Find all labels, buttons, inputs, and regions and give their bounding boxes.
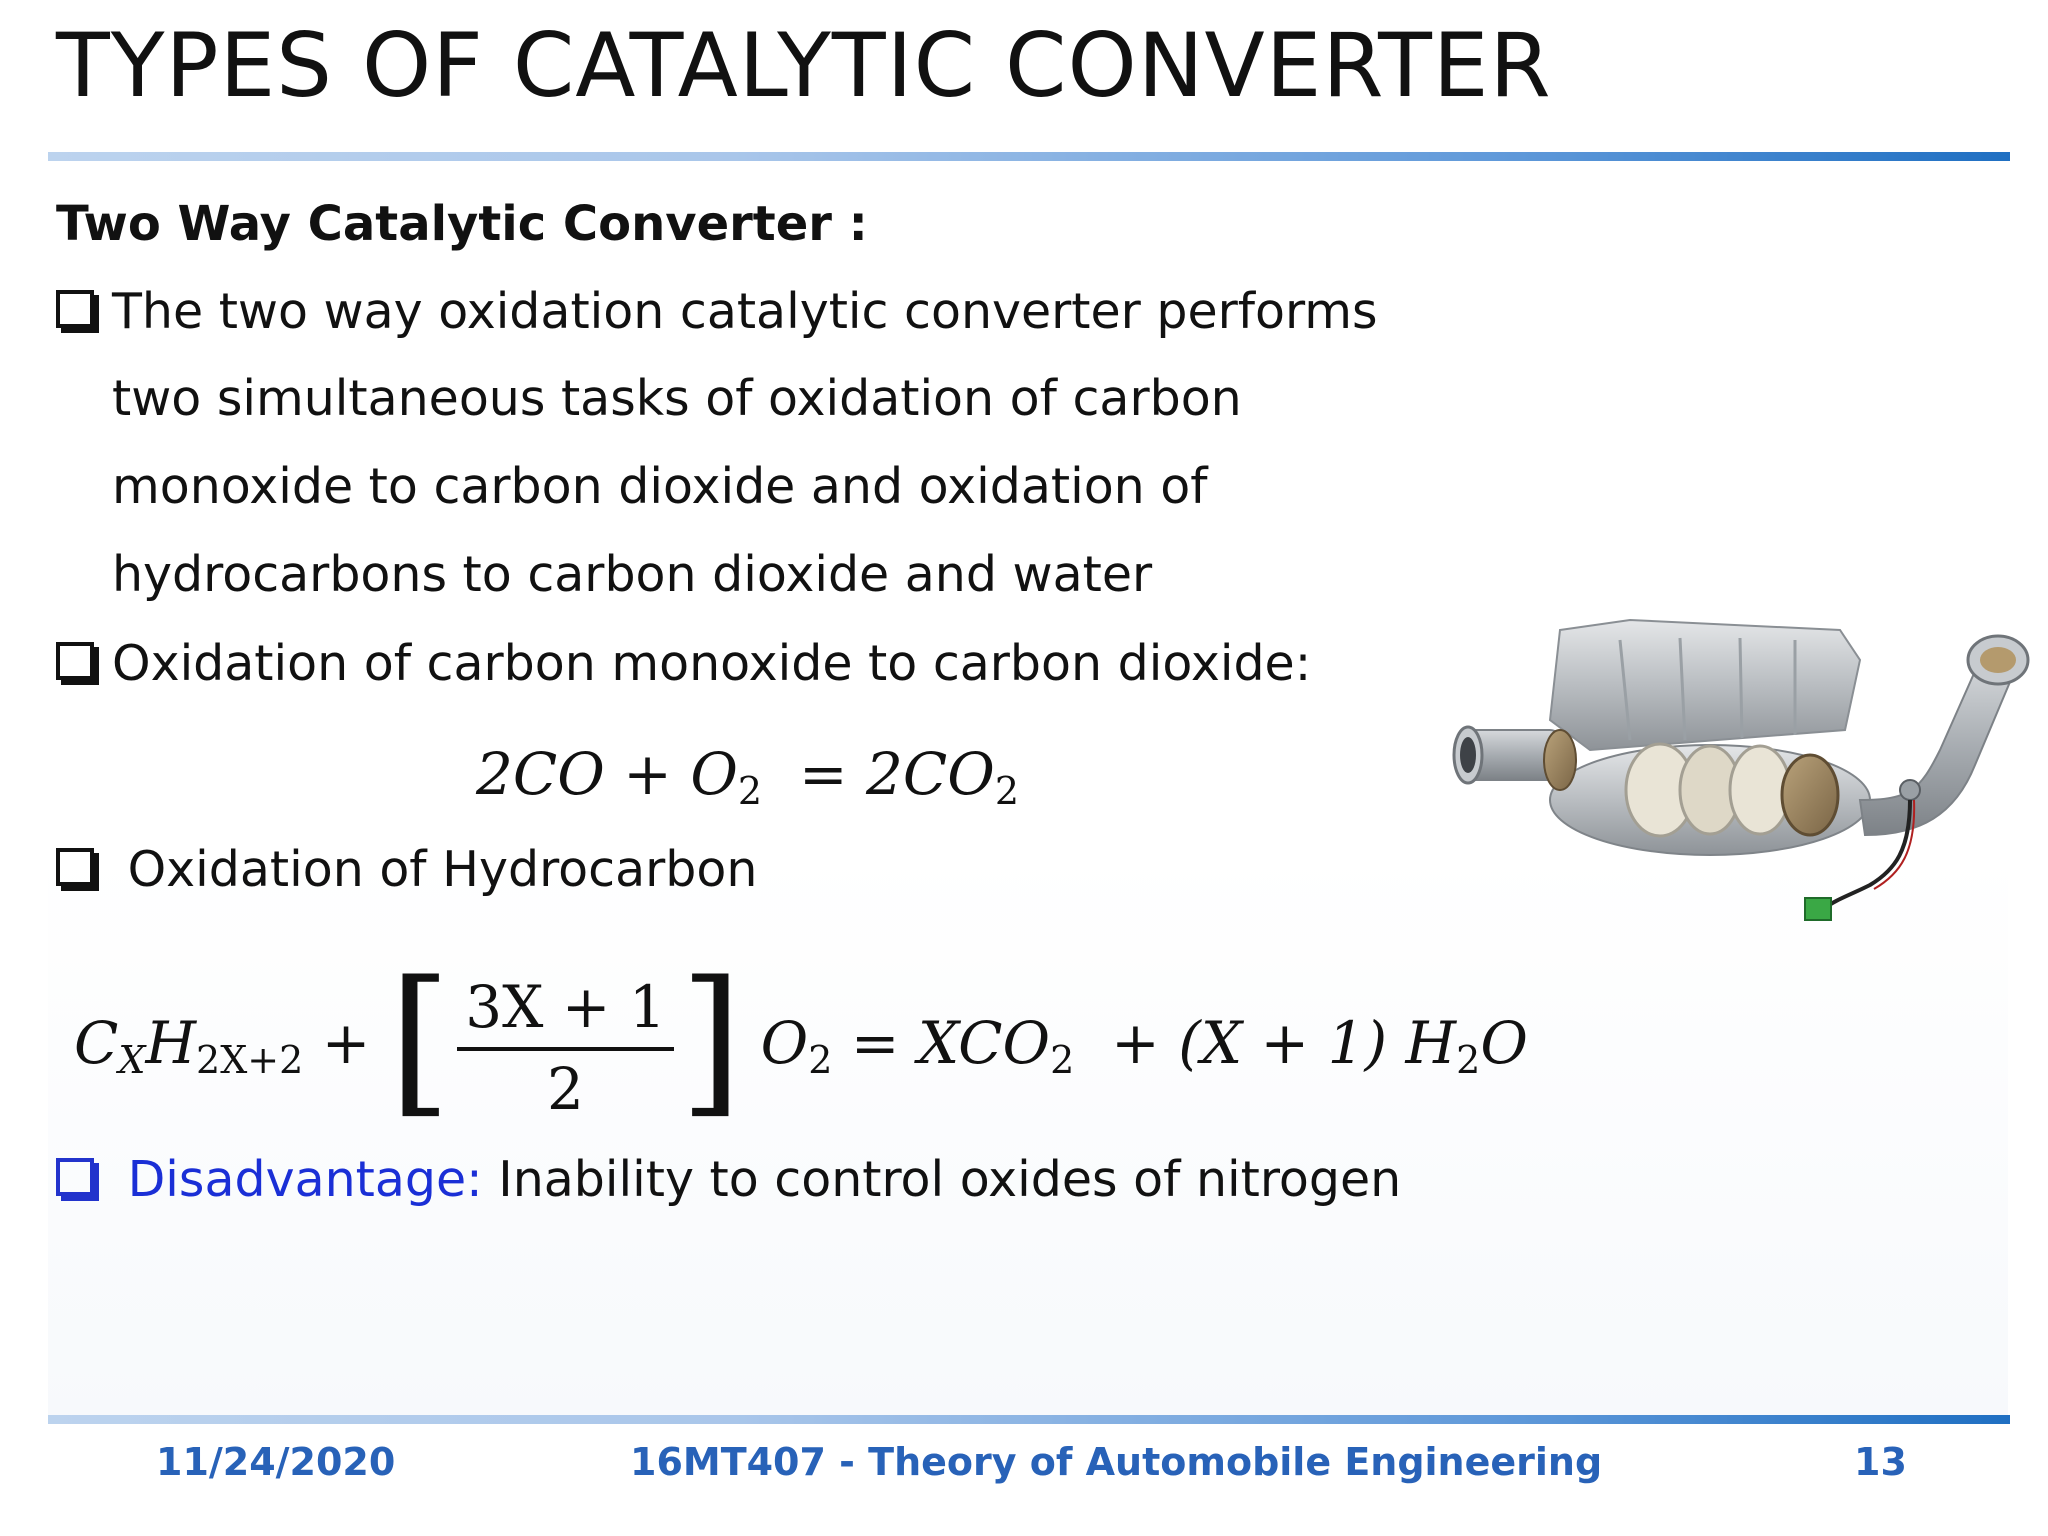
equation-hc-oxidation	[74, 946, 1528, 1133]
eq2-paren: (X + 1)	[1178, 1009, 1388, 1078]
disadvantage-text: Inability to control oxides of nitrogen	[498, 1151, 1402, 1208]
bullet-1-line-2: two simultaneous tasks of oxidation of carbon	[112, 370, 1242, 427]
equation-co-oxidation	[476, 740, 1019, 813]
checkbox-bullet-icon	[56, 1158, 94, 1196]
fraction-denominator: 2	[547, 1055, 584, 1123]
right-bracket: ]	[679, 946, 743, 1133]
eq2-c-sub: X	[118, 1038, 146, 1083]
eq2-c: C	[74, 1009, 119, 1078]
disadvantage-bullet	[56, 1136, 1401, 1224]
eq1-o: O	[690, 740, 738, 808]
eq1-equals: =	[798, 740, 848, 808]
bullet-1-line-1: The two way oxidation catalytic converter performs	[112, 283, 1378, 340]
eq2-h2o-h: H	[1405, 1009, 1457, 1078]
eq2-xco: XCO	[917, 1009, 1051, 1078]
checkbox-bullet-icon	[56, 290, 94, 328]
checkbox-bullet-icon	[56, 642, 94, 680]
eq1-plus: +	[623, 740, 672, 808]
footer-date: 11/24/2020	[156, 1440, 396, 1484]
eq2-plus-1: +	[321, 1009, 371, 1078]
bullet-3-text: Oxidation of Hydrocarbon	[127, 841, 758, 898]
eq1-o-sub: 2	[737, 769, 763, 813]
eq2-xco-sub: 2	[1050, 1038, 1075, 1083]
footer-page-number: 13	[1854, 1440, 1907, 1484]
eq2-h2o-sub: 2	[1456, 1038, 1481, 1083]
slide-title: TYPES OF CATALYTIC CONVERTER	[56, 14, 1552, 117]
section-heading: Two Way Catalytic Converter :	[56, 196, 868, 252]
eq2-h: H	[145, 1009, 197, 1078]
catalytic-converter-image	[1440, 600, 2040, 930]
bullet-1-line-3: monoxide to carbon dioxide and oxidation of	[112, 458, 1208, 515]
bullet-2-text: Oxidation of carbon monoxide to carbon dioxide:	[112, 635, 1312, 692]
eq2-h-sub: 2X+2	[196, 1038, 304, 1083]
eq2-h2o-o: O	[1480, 1009, 1528, 1078]
checkbox-bullet-icon	[56, 848, 94, 886]
disadvantage-label: Disadvantage:	[127, 1151, 483, 1208]
footer-course: 16MT407 - Theory of Automobile Engineering	[630, 1440, 1603, 1484]
eq1-rhs: 2CO	[866, 740, 995, 808]
eq2-plus-2: +	[1111, 1009, 1160, 1078]
eq1-rhs-sub: 2	[994, 769, 1020, 813]
eq2-equals: =	[850, 1009, 900, 1078]
eq1-lhs: 2CO	[476, 740, 605, 808]
footer-rule	[48, 1415, 2010, 1424]
bullet-2	[56, 620, 1311, 708]
fraction-numerator: 3X + 1	[457, 973, 674, 1051]
title-rule	[48, 152, 2010, 161]
eq2-o2-sub: 2	[808, 1038, 833, 1083]
bullet-1	[56, 268, 1378, 356]
eq2-o2: O	[760, 1009, 809, 1078]
bullet-1-line-4: hydrocarbons to carbon dioxide and water	[112, 546, 1153, 603]
left-bracket: [	[388, 946, 452, 1133]
bullet-3	[56, 826, 757, 914]
fraction	[457, 973, 674, 1123]
